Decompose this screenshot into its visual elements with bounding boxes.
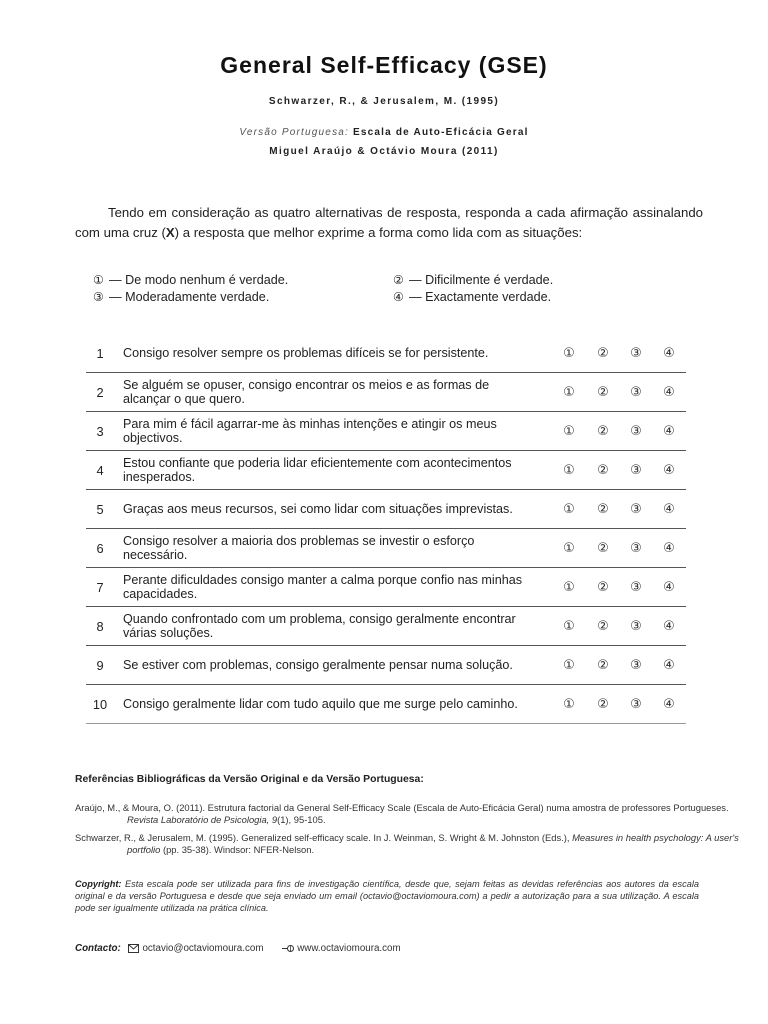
table-row: [86, 685, 686, 724]
response-option-4[interactable]: ④: [663, 540, 675, 555]
item-number: 3: [96, 423, 104, 439]
item-number: 9: [96, 657, 104, 673]
response-option-3[interactable]: ③: [630, 384, 642, 399]
item-number: 10: [92, 696, 108, 712]
legend-label: — Moderadamente verdade.: [109, 290, 270, 304]
reference-2: [75, 832, 752, 855]
response-option-4[interactable]: ④: [663, 501, 675, 516]
response-option-1[interactable]: ①: [563, 579, 575, 594]
response-option-4[interactable]: ④: [663, 657, 675, 672]
response-options: [558, 529, 686, 567]
version-authors: Miguel Araújo & Octávio Moura (2011): [269, 146, 499, 157]
response-option-3[interactable]: ③: [630, 618, 642, 633]
item-number: 7: [96, 579, 104, 595]
item-number: 8: [96, 618, 104, 634]
response-option-1[interactable]: ①: [563, 657, 575, 672]
contact-website-link[interactable]: www.octaviomoura.com: [297, 943, 401, 954]
response-options: [558, 412, 686, 450]
response-option-4[interactable]: ④: [663, 423, 675, 438]
instructions-mark: X: [165, 225, 175, 240]
portuguese-version-line: [0, 127, 768, 138]
table-row: [86, 412, 686, 451]
response-option-4[interactable]: ④: [663, 384, 675, 399]
response-option-3[interactable]: ③: [630, 579, 642, 594]
response-option-2[interactable]: ②: [597, 657, 609, 672]
item-number: 4: [96, 462, 104, 478]
response-option-2[interactable]: ②: [597, 540, 609, 555]
copyright-notice: [75, 878, 699, 914]
response-option-3[interactable]: ③: [630, 657, 642, 672]
response-option-4[interactable]: ④: [663, 345, 675, 360]
response-option-1[interactable]: ①: [563, 462, 575, 477]
response-option-2[interactable]: ②: [597, 345, 609, 360]
item-number: 2: [96, 384, 104, 400]
response-option-3[interactable]: ③: [630, 423, 642, 438]
response-options: [558, 490, 686, 528]
response-option-3[interactable]: ③: [630, 696, 642, 711]
table-row: [86, 451, 686, 490]
contact-email-link[interactable]: octavio@octaviomoura.com: [142, 943, 264, 954]
response-option-3[interactable]: ③: [630, 501, 642, 516]
contact-label: Contacto:: [75, 943, 121, 954]
item-statement: Consigo resolver sempre os problemas difíceis se for persistente.: [123, 346, 489, 360]
item-statement: Consigo geralmente lidar com tudo aquilo que me surge pelo caminho.: [123, 697, 518, 711]
item-statement: Perante dificuldades consigo manter a calma porque confio nas minhas capacidades.: [123, 573, 523, 601]
response-option-1[interactable]: ①: [563, 696, 575, 711]
response-option-2[interactable]: ②: [597, 579, 609, 594]
response-option-2[interactable]: ②: [597, 618, 609, 633]
response-option-2[interactable]: ②: [597, 696, 609, 711]
table-row: [86, 334, 686, 373]
legend-label: — Exactamente verdade.: [409, 290, 552, 304]
contact-line: [75, 943, 401, 956]
response-options: [558, 373, 686, 411]
reference-2-tail: (pp. 35-38). Windsor: NFER-Nelson.: [160, 843, 315, 855]
response-option-3[interactable]: ③: [630, 345, 642, 360]
item-statement: Consigo resolver a maioria dos problemas se investir o esforço necessário.: [123, 534, 475, 562]
response-option-4[interactable]: ④: [663, 696, 675, 711]
item-statement: Graças aos meus recursos, sei como lidar com situações imprevistas.: [123, 502, 513, 516]
response-legend: [93, 273, 613, 309]
reference-1-text: Araújo, M., & Moura, O. (2011). Estrutura factorial da General Self-Efficacy Scale (Escala de Auto-Eficácia Geral) numa amostra de professores Portugueses.: [75, 802, 729, 813]
version-title: Escala de Auto-Eficácia Geral: [353, 127, 529, 138]
reference-1-journal: Revista Laboratório de Psicologia, 9: [127, 813, 278, 825]
web-pointer-icon: [282, 944, 294, 956]
table-row: [86, 646, 686, 685]
response-options: [558, 646, 686, 684]
response-options: [558, 568, 686, 606]
response-options: [558, 451, 686, 489]
response-options: [558, 607, 686, 645]
legend-option-2: [393, 273, 553, 287]
instructions: [75, 203, 703, 243]
response-option-2[interactable]: ②: [597, 384, 609, 399]
response-option-3[interactable]: ③: [630, 462, 642, 477]
item-list: [86, 334, 686, 724]
item-statement: Estou confiante que poderia lidar eficientemente com acontecimentos inesperados.: [123, 456, 512, 484]
legend-option-1: [93, 273, 288, 287]
envelope-icon: [128, 944, 139, 956]
item-number: 5: [96, 501, 104, 517]
item-number: 6: [96, 540, 104, 556]
response-option-1[interactable]: ①: [563, 540, 575, 555]
item-statement: Quando confrontado com um problema, consigo geralmente encontrar várias soluções.: [123, 612, 516, 640]
table-row: [86, 607, 686, 646]
option-3-icon: ③: [93, 290, 104, 304]
table-row: [86, 373, 686, 412]
response-option-4[interactable]: ④: [663, 618, 675, 633]
response-option-4[interactable]: ④: [663, 462, 675, 477]
page-title: General Self-Efficacy (GSE): [220, 52, 548, 78]
option-2-icon: ②: [393, 273, 404, 287]
response-option-1[interactable]: ①: [563, 345, 575, 360]
option-1-icon: ①: [93, 273, 104, 287]
response-option-2[interactable]: ②: [597, 423, 609, 438]
response-option-2[interactable]: ②: [597, 462, 609, 477]
version-label: Versão Portuguesa:: [239, 127, 350, 138]
response-options: [558, 334, 686, 372]
response-option-4[interactable]: ④: [663, 579, 675, 594]
response-option-1[interactable]: ①: [563, 384, 575, 399]
legend-option-3: [93, 290, 269, 304]
item-number: 1: [96, 345, 104, 361]
item-statement: Se estiver com problemas, consigo geralmente pensar numa solução.: [123, 658, 513, 672]
response-option-1[interactable]: ①: [563, 423, 575, 438]
table-row: [86, 490, 686, 529]
response-option-1[interactable]: ①: [563, 501, 575, 516]
table-row: [86, 529, 686, 568]
response-options: [558, 685, 686, 723]
legend-label: — De modo nenhum é verdade.: [109, 273, 289, 287]
original-authors: Schwarzer, R., & Jerusalem, M. (1995): [268, 96, 500, 107]
copyright-text: Esta escala pode ser utilizada para fins de investigação científica, desde que, sejam feitas as devidas referências aos autores da escala original e da versão Portuguesa e desde que seja enviado um email (octavio@octaviomoura.com) a pedir a autorização para a sua utilização. A escala pode ser igualmente utilizada na prática clínica.: [75, 879, 699, 913]
instructions-part2: ) a resposta que melhor exprime a forma como lida com as situações:: [174, 225, 583, 240]
copyright-label: Copyright:: [75, 879, 122, 889]
table-row: [86, 568, 686, 607]
references-heading: Referências Bibliográficas da Versão Original e da Versão Portuguesa:: [75, 774, 424, 785]
reference-1-tail: (1), 95-105.: [277, 813, 326, 825]
legend-label: — Dificilmente é verdade.: [409, 273, 554, 287]
response-option-1[interactable]: ①: [563, 618, 575, 633]
response-option-2[interactable]: ②: [597, 501, 609, 516]
option-4-icon: ④: [393, 290, 404, 304]
response-option-3[interactable]: ③: [630, 540, 642, 555]
instructions-part1: Tendo em consideração as quatro alternativas de resposta, responda a cada afirmação assinalando com uma cruz (: [75, 205, 703, 240]
item-statement: Se alguém se opuser, consigo encontrar os meios e as formas de alcançar o que quero.: [123, 378, 490, 406]
reference-2-text: Schwarzer, R., & Jerusalem, M. (1995). Generalized self-efficacy scale. In J. Weinman, S. Wright & M. Johnston (Eds.),: [75, 832, 573, 843]
item-statement: Para mim é fácil agarrar-me às minhas intenções e atingir os meus objectivos.: [123, 417, 497, 445]
legend-option-4: [393, 290, 551, 304]
reference-1: [75, 802, 752, 825]
reference-2-book: Measures in health psychology: A user's portfolio: [127, 832, 739, 855]
